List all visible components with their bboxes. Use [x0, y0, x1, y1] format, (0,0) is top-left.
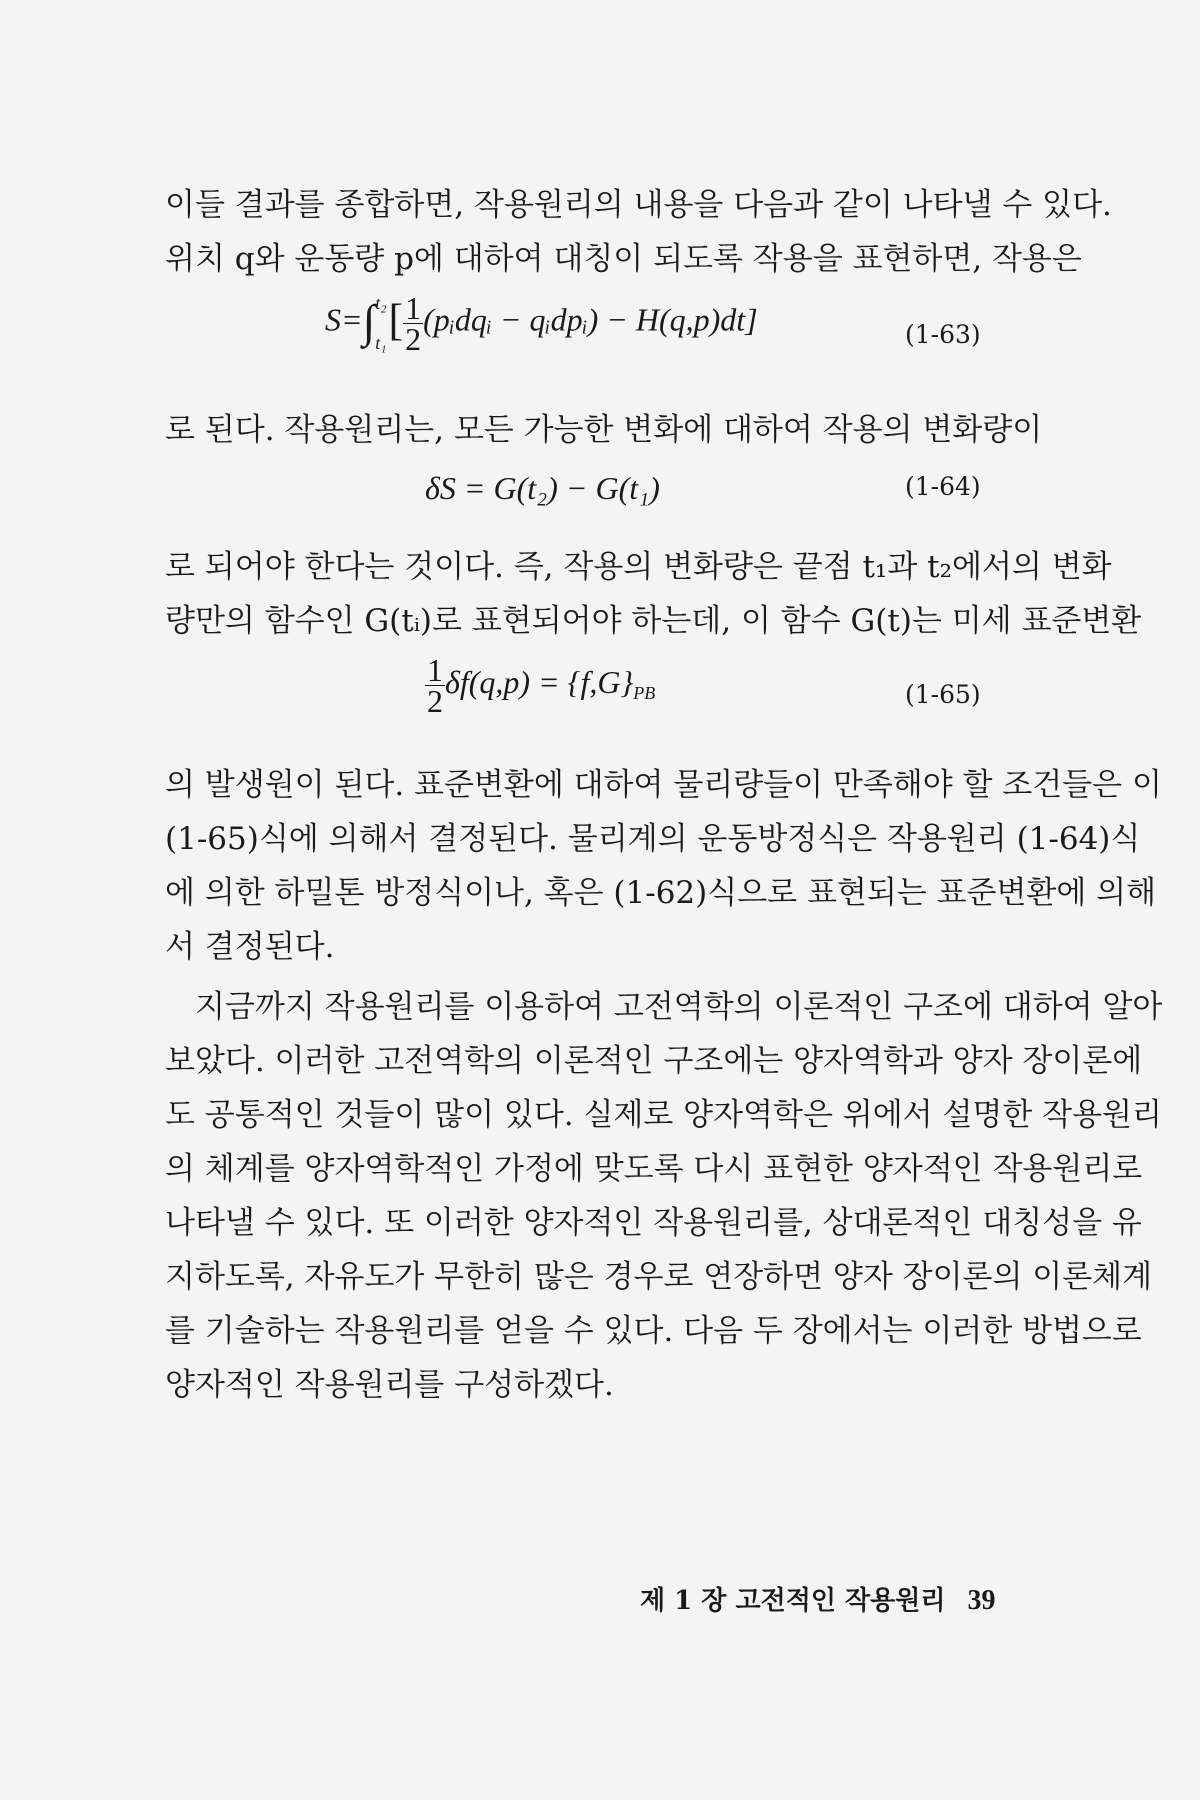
line-text: (1-65)식에 의해서 결정된다. 물리계의 운동방정식은 작용원리 (1-64)식 — [165, 821, 1141, 857]
text-line — [165, 1304, 1142, 1358]
line-text: 양자적인 작용원리를 구성하겠다. — [165, 1367, 614, 1403]
text-line — [165, 920, 1010, 974]
line-text: 지금까지 작용원리를 이용하여 고전역학의 이론적인 구조에 대하여 알아 — [195, 989, 1163, 1025]
fraction-numerator: 1 — [405, 289, 422, 326]
poisson-bracket-subscript: PB — [633, 682, 656, 703]
text-line — [165, 980, 1163, 1034]
line-text: 보았다. 이러한 고전역학의 이론적인 구조에는 양자역학과 양자 장이론에 — [165, 1043, 1143, 1079]
left-bracket: [ — [388, 295, 404, 345]
paragraph-5 — [165, 980, 1163, 1412]
line-text: 도 공통적인 것들이 많이 있다. 실제로 양자역학은 위에서 설명한 작용원리 — [165, 1097, 1162, 1133]
fraction-denominator: 2 — [405, 320, 422, 357]
text-line — [165, 758, 1162, 812]
line-text: 를 기술하는 작용원리를 얻을 수 있다. 다음 두 장에서는 이러한 방법으로 — [165, 1313, 1142, 1349]
paragraph-4 — [165, 758, 1162, 974]
equation-number: (1-65) — [905, 680, 981, 709]
text-line — [165, 866, 1157, 920]
text-line — [165, 594, 1142, 648]
line-text: 에 의한 하밀톤 방정식이나, 혹은 (1-62)식으로 표현되는 표준변환에 의해 — [165, 875, 1157, 911]
text-line — [165, 1196, 1142, 1250]
line-text: 이들 결과를 종합하면, 작용원리의 내용을 다음과 같이 나타낼 수 있다. — [165, 187, 1112, 223]
line-text: 로 되어야 한다는 것이다. 즉, 작용의 변화량은 끝점 t₁과 t₂에서의 변화 — [165, 549, 1112, 585]
line-text: 위치 q와 운동량 p에 대하여 대칭이 되도록 작용을 표현하면, 작용은 — [165, 241, 1082, 277]
page-number: 39 — [967, 1585, 996, 1616]
eq-body: (pᵢdqᵢ − qᵢdpᵢ) − H(q,p)dt] — [423, 301, 758, 338]
line-text: 의 체계를 양자역학적인 가정에 맞도록 다시 표현한 양자적인 작용원리로 — [165, 1151, 1143, 1187]
integral-upper-limit: t₂ — [375, 293, 387, 313]
equation-1-63 — [325, 289, 758, 357]
eq-lhs: S= — [325, 301, 363, 338]
integral-lower-limit: t₁ — [375, 333, 387, 353]
equation-1-64: δS = G(t₂) − G(t₁) — [425, 470, 660, 506]
text-line — [165, 1358, 1010, 1412]
chapter-title: 제 1 장 고전적인 작용원리 — [640, 1586, 946, 1616]
fraction — [403, 289, 423, 357]
equation-1-65 — [425, 652, 656, 719]
text-line — [165, 812, 1141, 866]
text-line — [165, 403, 1043, 457]
fraction-numerator: 1 — [427, 652, 443, 688]
integral-sign: ∫ — [362, 295, 376, 347]
equation-number: (1-64) — [905, 472, 981, 501]
eq-body: δf(q,p) = {f,G} — [445, 663, 634, 700]
line-text: 로 된다. 작용원리는, 모든 가능한 변화에 대하여 작용의 변화량이 — [165, 412, 1043, 448]
line-text: 서 결정된다. — [165, 929, 335, 965]
text-line — [165, 1250, 1153, 1304]
fraction-denominator: 2 — [427, 683, 443, 719]
line-text: 지하도록, 자유도가 무한히 많은 경우로 연장하면 양자 장이론의 이론체계 — [165, 1259, 1153, 1295]
line-text: 량만의 함수인 G(tᵢ)로 표현되어야 하는데, 이 함수 G(t)는 미세 표준변환 — [165, 603, 1142, 639]
text-line — [165, 1142, 1143, 1196]
text-line — [165, 178, 1112, 232]
equation-number: (1-63) — [905, 320, 981, 349]
text-line — [165, 1034, 1143, 1088]
line-text: 나타낼 수 있다. 또 이러한 양자적인 작용원리를, 상대론적인 대칭성을 유 — [165, 1205, 1142, 1241]
intro-paragraph — [165, 178, 1112, 286]
text-line — [165, 540, 1112, 594]
paragraph-2 — [165, 403, 1043, 457]
page-footer — [640, 1580, 995, 1617]
paragraph-3 — [165, 540, 1142, 648]
text-line — [165, 1088, 1162, 1142]
fraction — [425, 652, 445, 719]
line-text: 의 발생원이 된다. 표준변환에 대하여 물리량들이 만족해야 할 조건들은 이 — [165, 767, 1162, 803]
text-line — [165, 232, 1082, 286]
